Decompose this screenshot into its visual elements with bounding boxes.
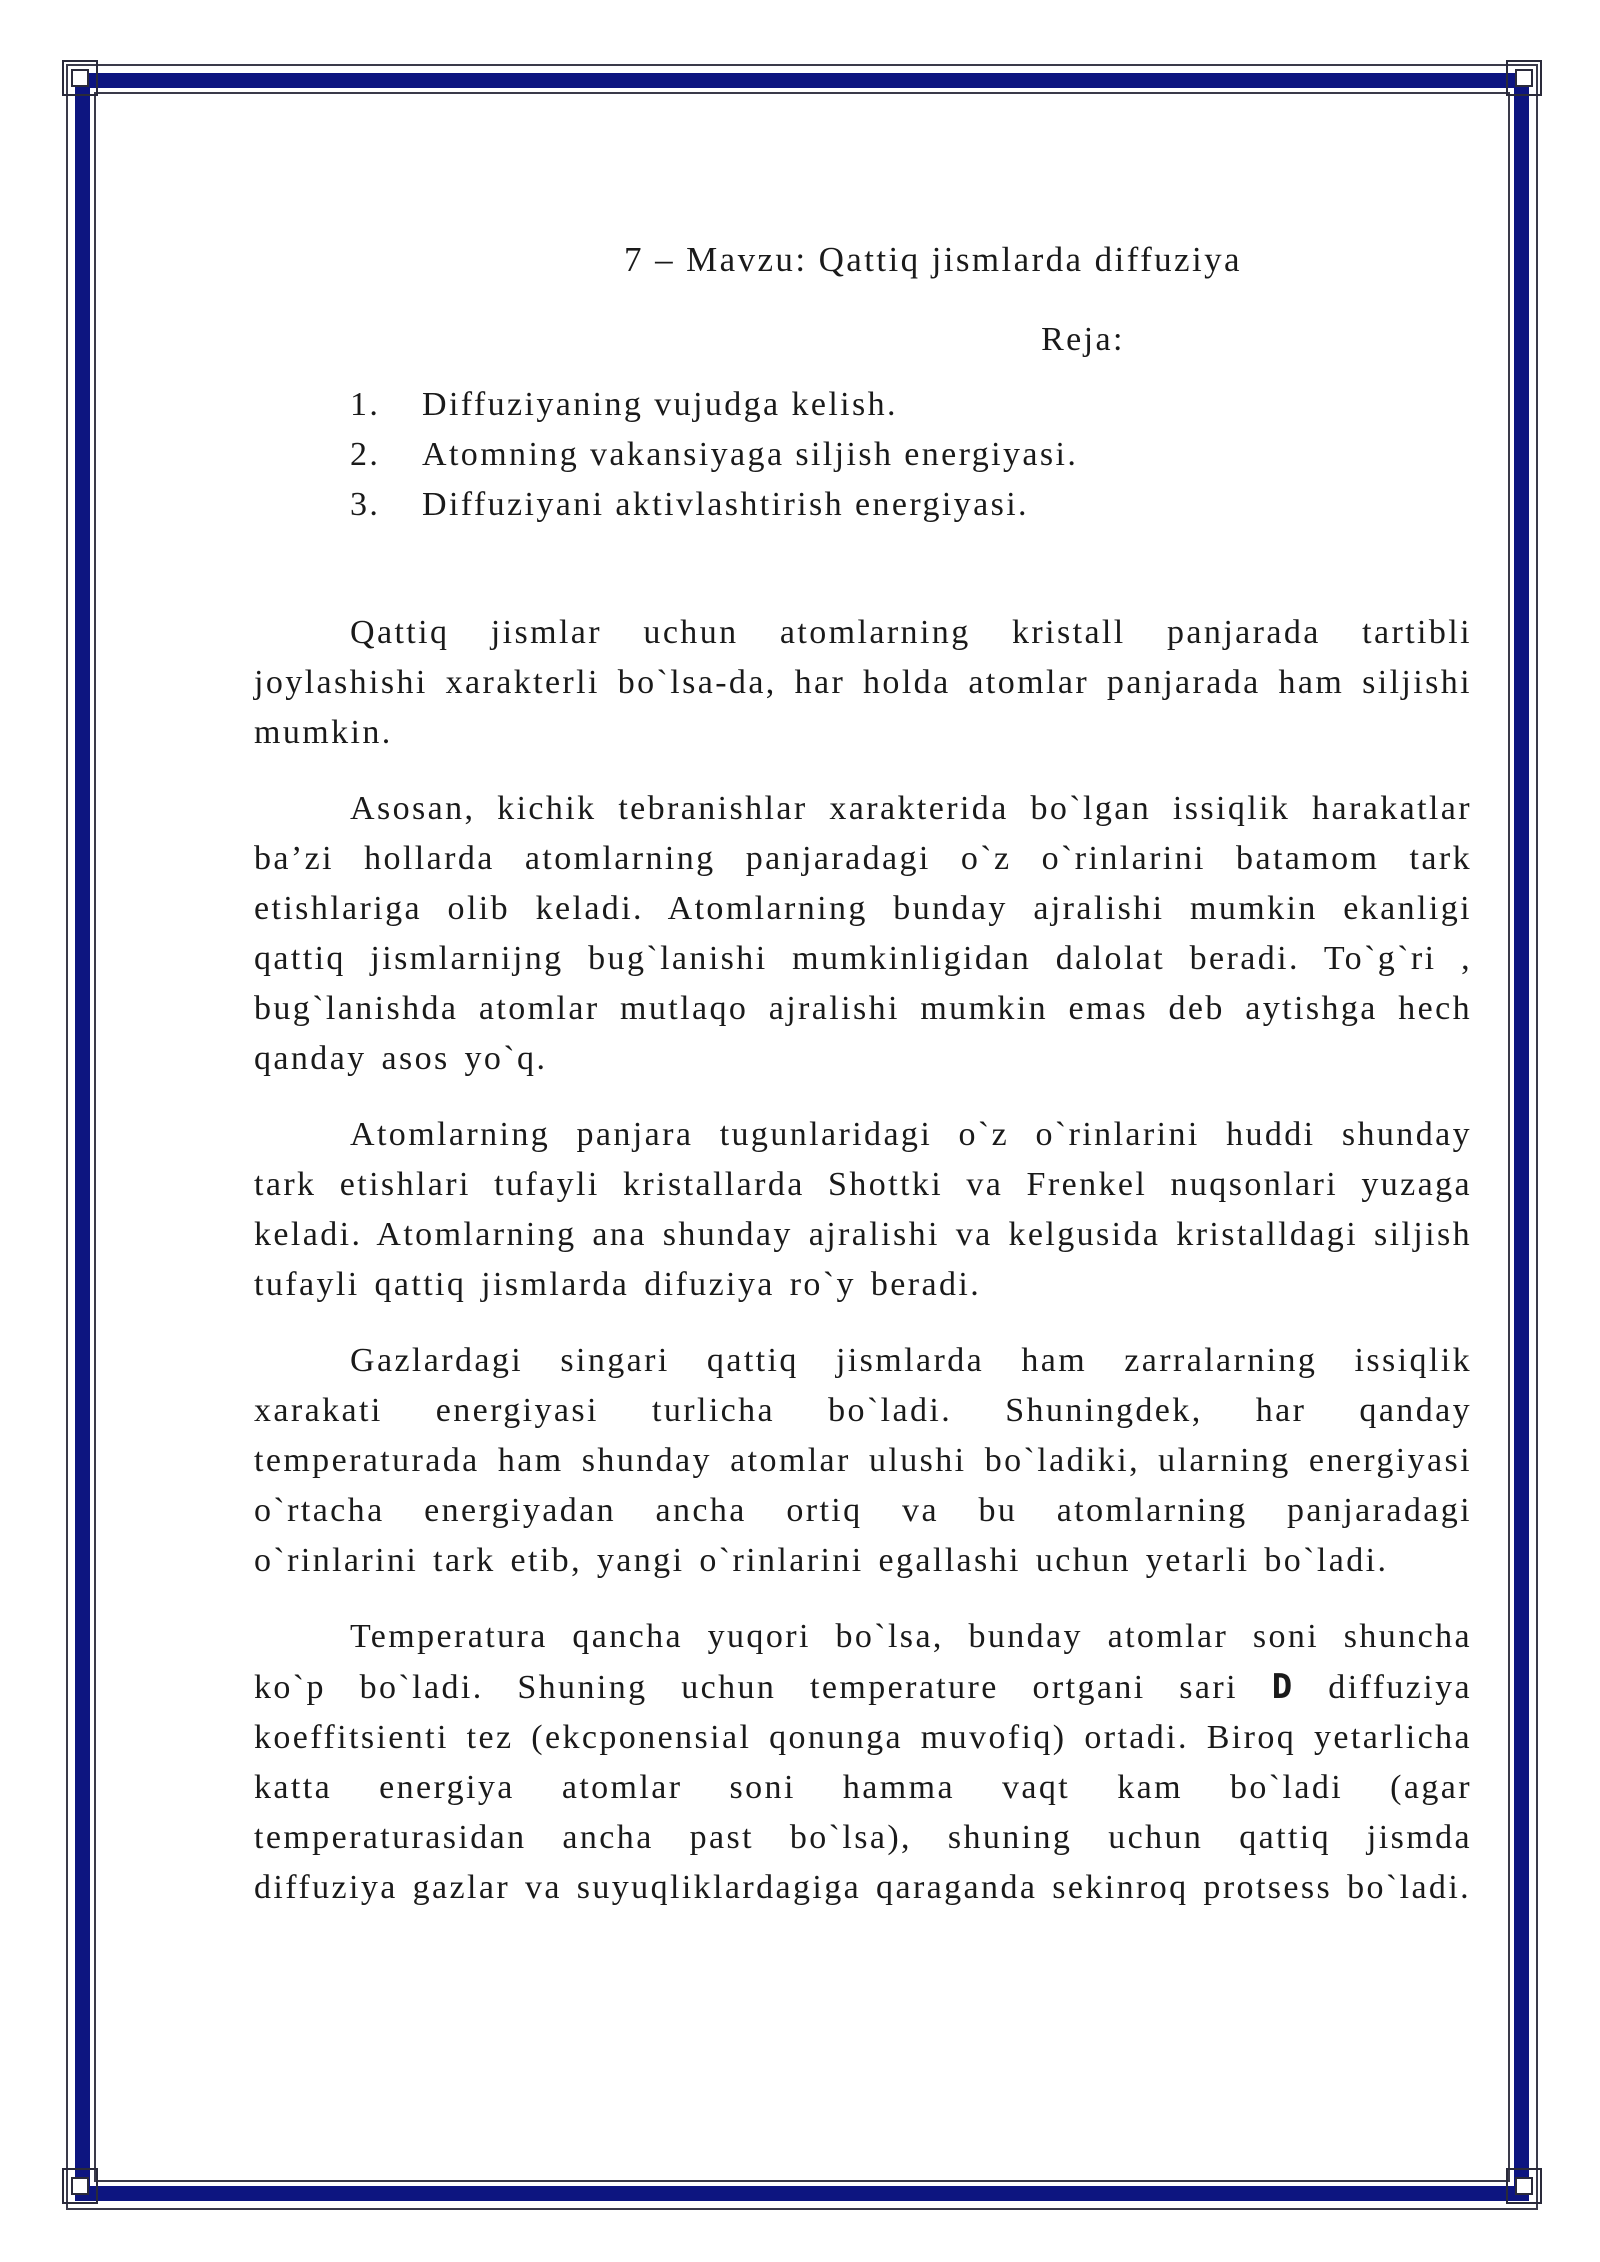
plan-item-text: Diffuziyaning vujudga kelish. (422, 386, 898, 423)
plan-item-text: Atomning vakansiyaga siljish energiyasi. (422, 436, 1079, 473)
border-corner-ornament (1506, 60, 1542, 96)
plan-item-number: 2. (350, 436, 381, 473)
diffusion-coefficient-symbol: D (1271, 1667, 1295, 1707)
paragraph-text: diffuziya koeffitsienti tez (ekcponensial qonunga muvofiq) ortadi. Biroq yetarlicha katta energiya atomlar soni hamma vaqt kam bo`ladi (agar temperaturasidan ancha past bo`lsa), shuning uchun qattiq jismda diffuziya gazlar va suyuqliklardagiga qaraganda sekinroq protsess bo`ladi. (254, 1669, 1472, 1906)
body-paragraph: Qattiq jismlar uchun atomlarning kristall panjarada tartibli joylashishi xarakterli bo`lsa-da, har holda atomlar panjarada ham siljishi mumkin. (254, 614, 1472, 751)
plan-item (350, 480, 1472, 530)
plan-item-number: 3. (350, 486, 381, 523)
body-paragraph-last (254, 1612, 1472, 1913)
body-paragraph: Atomlarning panjara tugunlaridagi o`z o`rinlarini huddi shunday tark etishlari tufayli kristallarda Shottki va Frenkel nuqsonlari yuzaga keladi. Atomlarning ana shunday ajralishi va kelgusida kristalldagi siljish tufayli qattiq jismlarda difuziya ro`y beradi. (254, 1116, 1472, 1303)
plan-list (254, 380, 1472, 530)
plan-item-text: Diffuziyani aktivlashtirish energiyasi. (422, 486, 1029, 523)
plan-item (350, 430, 1472, 480)
plan-heading: Reja: (1041, 321, 1125, 358)
plan-item-number: 1. (350, 386, 381, 423)
border-corner-ornament (62, 60, 98, 96)
border-corner-ornament (1506, 2168, 1542, 2204)
page-title: 7 – Mavzu: Qattiq jismlarda diffuziya (624, 240, 1242, 279)
body-paragraph: Gazlardagi singari qattiq jismlarda ham zarralarning issiqlik xarakati energiyasi turlicha bo`ladi. Shuningdek, har qanday temperaturada ham shunday atomlar ulushi bo`ladiki, ularning energiyasi o`rtacha energiyadan ancha ortiq va bu atomlarning panjaradagi o`rinlarini tark etib, yangi o`rinlarini egallashi uchun yetarli bo`ladi. (254, 1342, 1472, 1579)
paragraph-text: Temperatura qancha yuqori bo`lsa, bunday atomlar soni shuncha ko`p bo`ladi. Shuning uchun temperature ortgani sari (254, 1618, 1472, 1706)
document-body (254, 230, 1472, 1939)
border-corner-ornament (62, 2168, 98, 2204)
body-paragraph: Asosan, kichik tebranishlar xarakterida bo`lgan issiqlik harakatlar ba’zi hollarda atomlarning panjaradagi o`z o`rinlarini batamom tark etishlariga olib keladi. Atomlarning bunday ajralishi mumkin ekanligi qattiq jismlarnijng bug`lanishi mumkinligidan dalolat beradi. To`g`ri , bug`lanishda atomlar mutlaqo ajralishi mumkin emas deb aytishga hech qanday asos yo`q. (254, 790, 1472, 1077)
plan-item (350, 380, 1472, 430)
